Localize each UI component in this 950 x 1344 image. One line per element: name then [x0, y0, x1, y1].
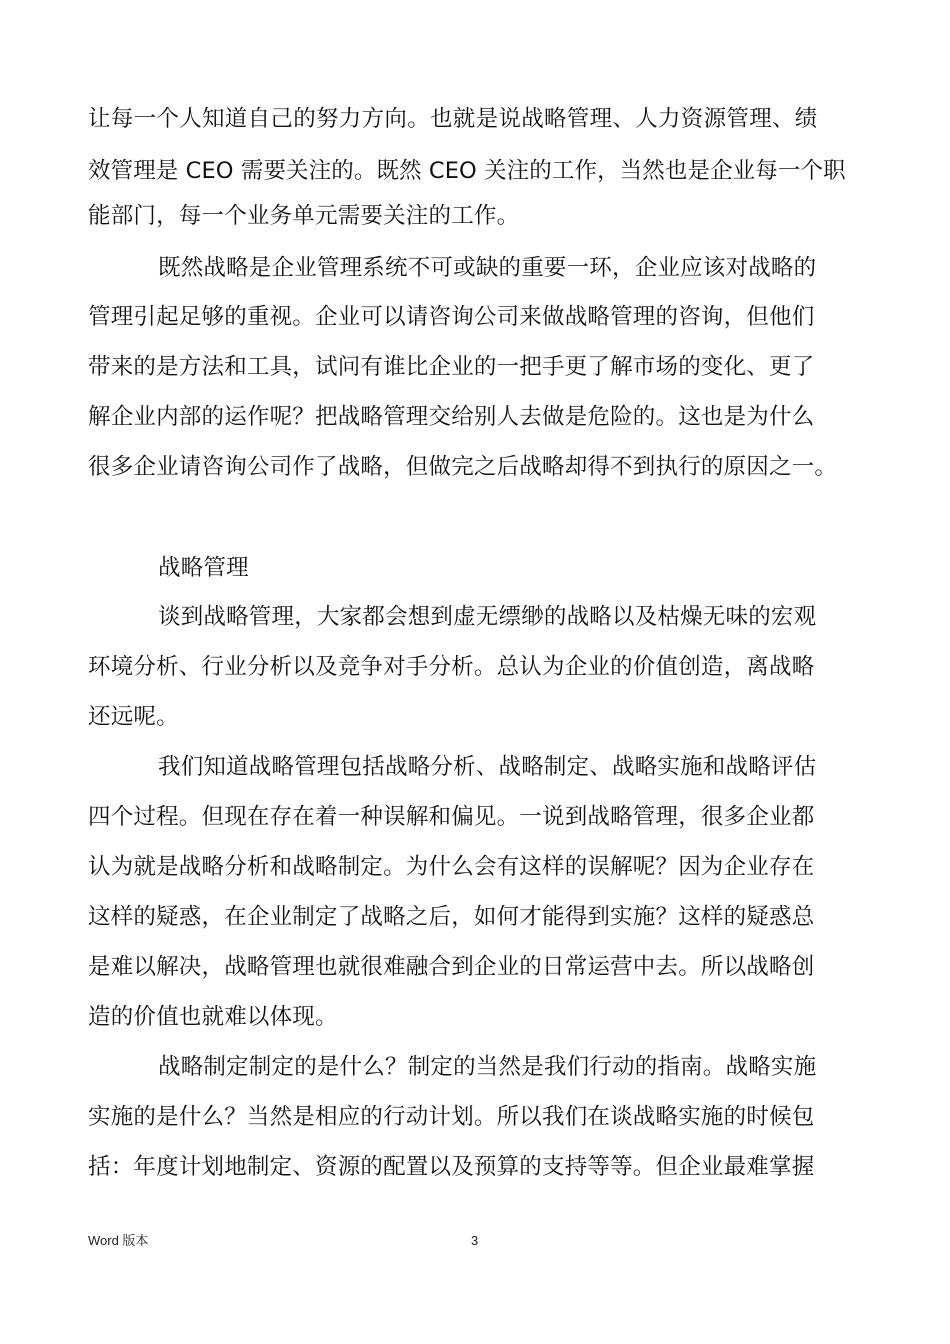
paragraph-line: 我们知道战略管理包括战略分析、战略制定、战略实施和战略评估 — [158, 754, 817, 780]
footer-version-label: Word 版本 — [88, 1233, 149, 1248]
paragraph-line: 还远呢。 — [88, 704, 179, 730]
paragraph-line: 这样的疑惑，在企业制定了战略之后，如何才能得到实施？这样的疑惑总 — [88, 904, 815, 930]
paragraph-line: 解企业内部的运作呢？把战略管理交给别人去做是危险的。这也是为什么 — [88, 404, 815, 430]
paragraph-line: 环境分析、行业分析以及竞争对手分析。总认为企业的价值创造，离战略 — [88, 654, 815, 680]
paragraph-line: 造的价值也就难以体现。 — [88, 1004, 338, 1030]
paragraph-line: 实施的是什么？当然是相应的行动计划。所以我们在谈战略实施的时候包 — [88, 1104, 815, 1130]
section-heading: 战略管理 — [158, 555, 249, 581]
paragraph-line: 管理引起足够的重视。企业可以请咨询公司来做战略管理的咨询，但他们 — [88, 304, 815, 330]
paragraph-line: 认为就是战略分析和战略制定。为什么会有这样的误解呢？因为企业存在 — [88, 854, 815, 880]
page-number: 3 — [471, 1233, 479, 1248]
paragraph-line: 是难以解决，战略管理也就很难融合到企业的日常运营中去。所以战略创 — [88, 954, 815, 980]
paragraph-line: 战略制定制定的是什么？制定的当然是我们行动的指南。战略实施 — [158, 1054, 817, 1080]
paragraph-line: 效管理是 CEO 需要关注的。既然 CEO 关注的工作，当然也是企业每一个职 — [88, 158, 846, 184]
paragraph-line: 带来的是方法和工具，试问有谁比企业的一把手更了解市场的变化、更了 — [88, 354, 815, 380]
paragraph-line: 能部门，每一个业务单元需要关注的工作。 — [88, 203, 520, 229]
paragraph-line: 四个过程。但现在存在着一种误解和偏见。一说到战略管理，很多企业都 — [88, 804, 815, 830]
paragraph-line: 括：年度计划地制定、资源的配置以及预算的支持等等。但企业最难掌握 — [88, 1154, 815, 1180]
paragraph-line: 谈到战略管理，大家都会想到虚无缥缈的战略以及枯燥无味的宏观 — [158, 604, 817, 630]
paragraph-line: 让每一个人知道自己的努力方向。也就是说战略管理、人力资源管理、绩 — [88, 106, 818, 132]
paragraph-line: 很多企业请咨询公司作了战略，但做完之后战略却得不到执行的原因之一。 — [88, 454, 838, 480]
paragraph-line: 既然战略是企业管理系统不可或缺的重要一环，企业应该对战略的 — [158, 255, 817, 281]
